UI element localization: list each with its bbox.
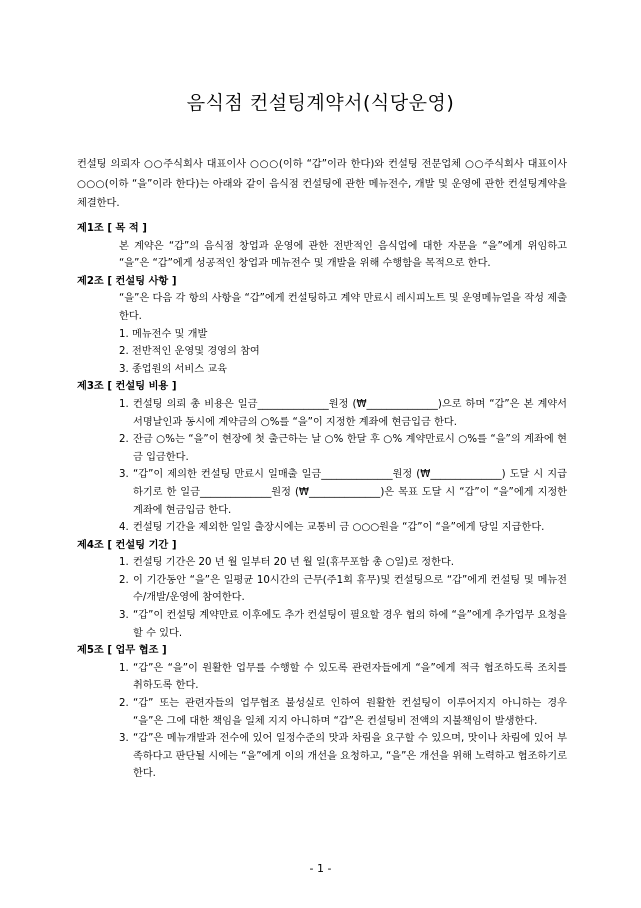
item-number: 2. bbox=[119, 434, 129, 446]
article-3-item-1 bbox=[77, 396, 567, 431]
article-2-item-2: 2. 전반적인 운영및 경영의 참여 bbox=[119, 346, 260, 358]
item-number: 2. bbox=[119, 698, 129, 710]
article-2-item-3: 3. 종업원의 서비스 교육 bbox=[119, 363, 228, 375]
item-number: 2. bbox=[119, 574, 129, 586]
item-text: 컨설팅 의뢰 총 비용은 일금______________원정 (₩______________)으로 하며 “갑”은 본 계약서 서명날인과 동시에 계약금의 ○%를 “을”이 지정한 계좌에 현금입금 한다. bbox=[133, 398, 567, 428]
item-number: 4. bbox=[119, 522, 129, 534]
article-5-item-3 bbox=[77, 730, 567, 783]
item-number: 1. bbox=[119, 557, 129, 569]
item-text: “갑”은 “을”이 원활한 업무를 수행할 수 있도록 관련자들에게 “을”에게 적극 협조하도록 조치를 취하도록 한다. bbox=[133, 662, 567, 692]
item-text: 컨설팅 기간은 20 년 월 일부터 20 년 월 일(휴무포함 총 ○일)로 정한다. bbox=[133, 557, 455, 569]
article-5-item-1 bbox=[77, 660, 567, 695]
item-number: 1. bbox=[119, 398, 129, 410]
article-5-heading: 제5조 [ 업무 협조 ] bbox=[77, 645, 167, 657]
article-3-item-4 bbox=[77, 519, 567, 537]
articles bbox=[77, 220, 567, 783]
intro-paragraph: 컨설팅 의뢰자 ○○주식회사 대표이사 ○○○(이하 “갑”이라 한다)와 컨설팅 전문업체 ○○주식회사 대표이사 ○○○(이하 “을”이라 한다)는 아래와 같이 음식점 컨설팅에 관한 메뉴전수, 개발 및 운영에 관한 컨설팅계약을 체결한다. bbox=[77, 159, 567, 209]
article-3-heading: 제3조 [ 컨설팅 비용 ] bbox=[77, 381, 177, 393]
item-text: “갑” 또는 관련자들의 업무협조 불성실로 인하여 원활한 컨설팅이 이루어지지 아니하는 경우 “을”은 그에 대한 책임을 일체 지지 아니하며 “갑”은 컨설팅비 전액의 지불책임이 발생한다. bbox=[133, 698, 567, 727]
page-number: - 1 - bbox=[309, 862, 332, 875]
item-number: 1. bbox=[119, 662, 129, 674]
item-number: 3. bbox=[119, 733, 129, 745]
article-3-item-3 bbox=[77, 466, 567, 519]
item-number: 3. bbox=[119, 610, 129, 622]
article-4-item-3 bbox=[77, 607, 567, 642]
item-text: 잔금 ○%는 “을”이 현장에 첫 출근하는 날 ○% 한달 후 ○% 계약만료시 ○%를 “을”의 계좌에 현금 입금한다. bbox=[133, 434, 567, 463]
article-1-text: 본 계약은 “갑”의 음식점 창업과 운영에 관한 전반적인 음식업에 대한 자문을 “을”에게 위임하고 “을”은 “갑”에게 성공적인 창업과 메뉴전수 및 개발을 위해 수행함을 목적으로 한다. bbox=[119, 240, 567, 270]
article-3-item-2 bbox=[77, 431, 567, 466]
article-2-item-1: 1. 메뉴전수 및 개발 bbox=[119, 328, 208, 340]
article-2-text: “을”은 다음 각 항의 사항을 “갑”에게 컨설팅하고 계약 만료시 레시피노트 및 운영메뉴얼을 작성 제출한다. bbox=[119, 293, 567, 322]
article-5-item-2 bbox=[77, 695, 567, 730]
article-4-item-1 bbox=[77, 554, 567, 572]
article-4-heading: 제4조 [ 컨설팅 기간 ] bbox=[77, 539, 177, 551]
document-title: 음식점 컨설팅계약서(식당운영) bbox=[186, 92, 455, 114]
article-4-item-2 bbox=[77, 572, 567, 607]
item-text: 컨설팅 기간을 제외한 일일 출장시에는 교통비 금 ○○○원을 “갑”이 “을”에게 당일 지급한다. bbox=[133, 522, 545, 534]
article-2-heading: 제2조 [ 컨설팅 사항 ] bbox=[77, 275, 177, 287]
item-text: “갑”은 메뉴개발과 전수에 있어 일정수준의 맛과 차림을 요구할 수 있으며, 맛이나 차림에 있어 부족하다고 판단될 시에는 “을”에게 이의 개선을 요청하고, “을”은 개선을 위해 노력하고 협조하기로 한다. bbox=[133, 733, 567, 780]
article-1-heading: 제1조 [ 목 적 ] bbox=[77, 223, 147, 234]
item-number: 3. bbox=[119, 469, 129, 481]
item-text: “갑”이 제의한 컨설팅 만료시 일매출 일금______________원정 (₩______________) 도달 시 지급하기로 한 일금______________원정 (₩______________)은 목표 도달 시 “갑”이 “을”에게 지정한 계좌에 현금입금 한다. bbox=[133, 469, 567, 516]
item-text: 이 기간동안 “을”은 일평균 10시간의 근무(주1회 휴무)및 컨설팅으로 “갑”에게 컨설팅 및 메뉴전수/개발/운영에 참여한다. bbox=[133, 574, 567, 604]
item-text: “갑”이 컨설팅 계약만료 이후에도 추가 컨설팅이 필요할 경우 협의 하에 “을”에게 추가업무 요청을 할 수 있다. bbox=[133, 610, 567, 639]
